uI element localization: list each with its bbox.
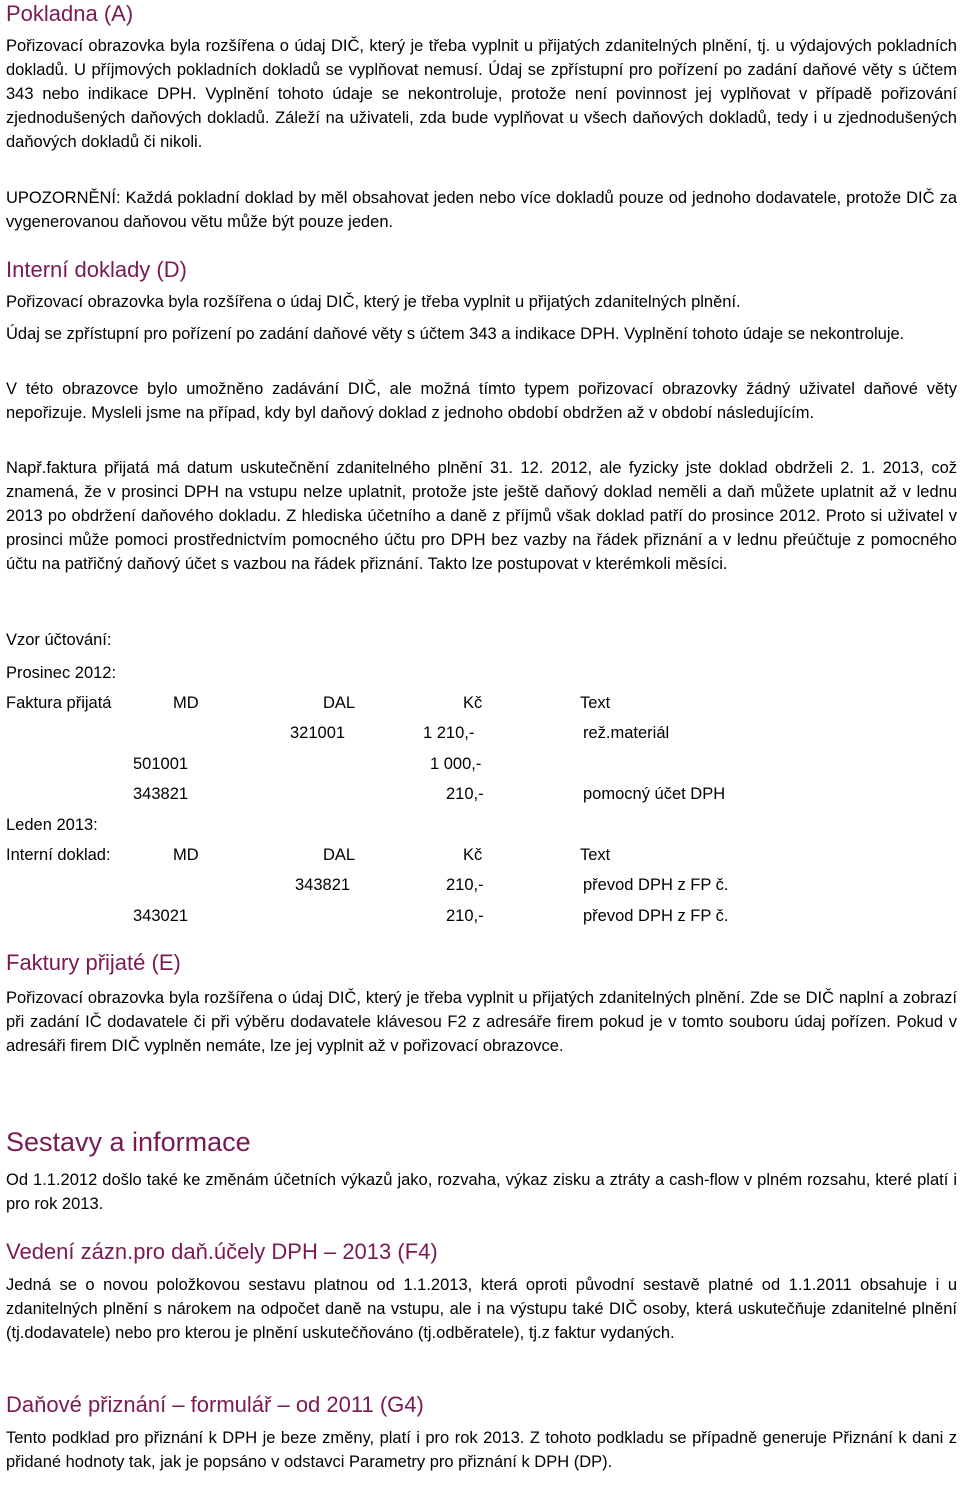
col-header-kc: Kč: [463, 694, 483, 712]
cell-md: 343021: [133, 907, 189, 925]
paragraph-warning: UPOZORNĚNÍ: Každá pokladní doklad by měl obsahovat jeden nebo více dokladů pouze od jednoho dodavatele, protože DIČ za vygenerovanou daňovou větu může být pouze jeden.: [6, 189, 957, 231]
cell-md: 501001: [133, 755, 189, 773]
paragraph: Pořizovací obrazovka byla rozšířena o údaj DIČ, který je třeba vyplnit u přijatých zdanitelných plnění.: [6, 293, 741, 311]
col-header-kc: Kč: [463, 846, 483, 864]
cell-md: 343821: [133, 785, 189, 803]
cell-kc: 210,-: [446, 907, 484, 925]
cell-kc: 1 000,-: [430, 755, 482, 773]
paragraph: Tento podklad pro přiznání k DPH je beze změny, platí i pro rok 2013. Z tohoto podkladu se případně generuje Přiznání k dani z přidané hodnoty tak, jak je popsáno v odstavci Parametry pro přiznání k DPH (DP).: [6, 1429, 957, 1471]
cell-kc: 1 210,-: [423, 724, 475, 742]
col-header-md: MD: [173, 694, 199, 712]
cell-text: převod DPH z FP č.: [583, 907, 729, 925]
col-header-text: Text: [580, 846, 611, 864]
label-prosinec: Prosinec 2012:: [6, 664, 117, 682]
paragraph: Jedná se o novou položkovou sestavu platnou od 1.1.2013, která oproti původní sestavě platné od 1.1.2011 obsahuje i u zdanitelných plnění s nárokem na odpočet daně na vstupu, ale i na výstupu také DIČ osoby, která uskutečňuje zdanitelné plnění (tj.dodavatele) nebo pro kterou je plnění uskutečňováno (tj.odběratele), tj.z faktur vydaných.: [6, 1276, 957, 1342]
paragraph: V této obrazovce bylo umožněno zadávání DIČ, ale možná tímto typem pořizovací obrazovky žádný uživatel daňové věty nepořizuje. Mysleli jsme na případ, kdy byl daňový doklad z jednoho období obdržen až v období následujícím.: [6, 380, 957, 422]
cell-dal: 343821: [295, 876, 351, 894]
table-label: Interní doklad:: [6, 846, 111, 864]
label-vzor: Vzor účtování:: [6, 631, 112, 649]
col-header-text: Text: [580, 694, 611, 712]
section-title-faktury-prijate: Faktury přijaté (E): [6, 950, 181, 975]
paragraph-example: Např.faktura přijatá má datum uskutečnění zdanitelného plnění 31. 12. 2012, ale fyzicky jste doklad obdrželi 2. 1. 2013, což znamená, že v prosinci DPH na vstupu nelze uplatnit, protože jste ještě daňový doklad neměli a daň můžete uplatnit až v lednu 2013 po obdržení daňového dokladu. Z hlediska účetního a daně z příjmů však doklad patří do prosince 2012. Proto si uživatel v prosinci může pomoci prostřednictvím pomocného účtu pro DPH bez vazby na řádek přiznání a v lednu přeúčtuje z pomocného účtu na patřičný daňový účet s vazbou na řádek přiznání. Takto lze postupovat v kterémkoli měsíci.: [6, 459, 957, 573]
section-title-interni-doklady: Interní doklady (D): [6, 257, 187, 282]
cell-kc: 210,-: [446, 876, 484, 894]
section-title-g4: Daňové přiznání – formulář – od 2011 (G4): [6, 1392, 424, 1417]
cell-text: pomocný účet DPH: [583, 785, 726, 803]
cell-dal: 321001: [290, 724, 346, 742]
paragraph: Údaj se zpřístupní pro pořízení po zadání daňové věty s účtem 343 a indikace DPH. Vyplnění tohoto údaje se nekontroluje.: [6, 325, 905, 343]
col-header-dal: DAL: [323, 846, 356, 864]
paragraph: Od 1.1.2012 došlo také ke změnám účetních výkazů jako, rozvaha, výkaz zisku a ztráty a cash-flow v plném rozsahu, které platí i pro rok 2013.: [6, 1171, 957, 1213]
col-header-dal: DAL: [323, 694, 356, 712]
col-header-md: MD: [173, 846, 199, 864]
paragraph: Pořizovací obrazovka byla rozšířena o údaj DIČ, který je třeba vyplnit u přijatých zdanitelných plnění. Zde se DIČ naplní a zobrazí při zadání IČ dodavatele či při výběru dodavatele klávesou F2 z adresáře firem pokud je v tomto souboru údaj pořízen. Pokud v adresáři firem DIČ vyplněn nemáte, lze jej vyplnit až v pořizovací obrazovce.: [6, 989, 957, 1055]
cell-text: převod DPH z FP č.: [583, 876, 729, 894]
label-leden: Leden 2013:: [6, 816, 98, 834]
section-title-pokladna: Pokladna (A): [6, 1, 134, 26]
section-title-sestavy: Sestavy a informace: [6, 1127, 251, 1157]
cell-text: rež.materiál: [583, 724, 670, 742]
table-label: Faktura přijatá: [6, 694, 112, 712]
section-title-f4: Vedení zázn.pro daň.účely DPH – 2013 (F4): [6, 1239, 438, 1264]
paragraph: Pořizovací obrazovka byla rozšířena o údaj DIČ, který je třeba vyplnit u přijatých zdanitelných plnění, tj. u výdajových pokladních dokladů. U příjmových pokladních dokladů se vyplňovat nemusí. Údaj se zpřístupní pro pořízení po zadání daňové věty s účtem 343 nebo indikace DPH. Vyplnění tohoto údaje se nekontroluje, protože není povinnost jej vyplňovat v případě pořizování zjednodušených daňových dokladů. Záleží na uživateli, zda bude vyplňovat u všech daňových dokladů, tedy i u zjednodušených daňových dokladů či nikoli.: [6, 37, 957, 151]
cell-kc: 210,-: [446, 785, 484, 803]
